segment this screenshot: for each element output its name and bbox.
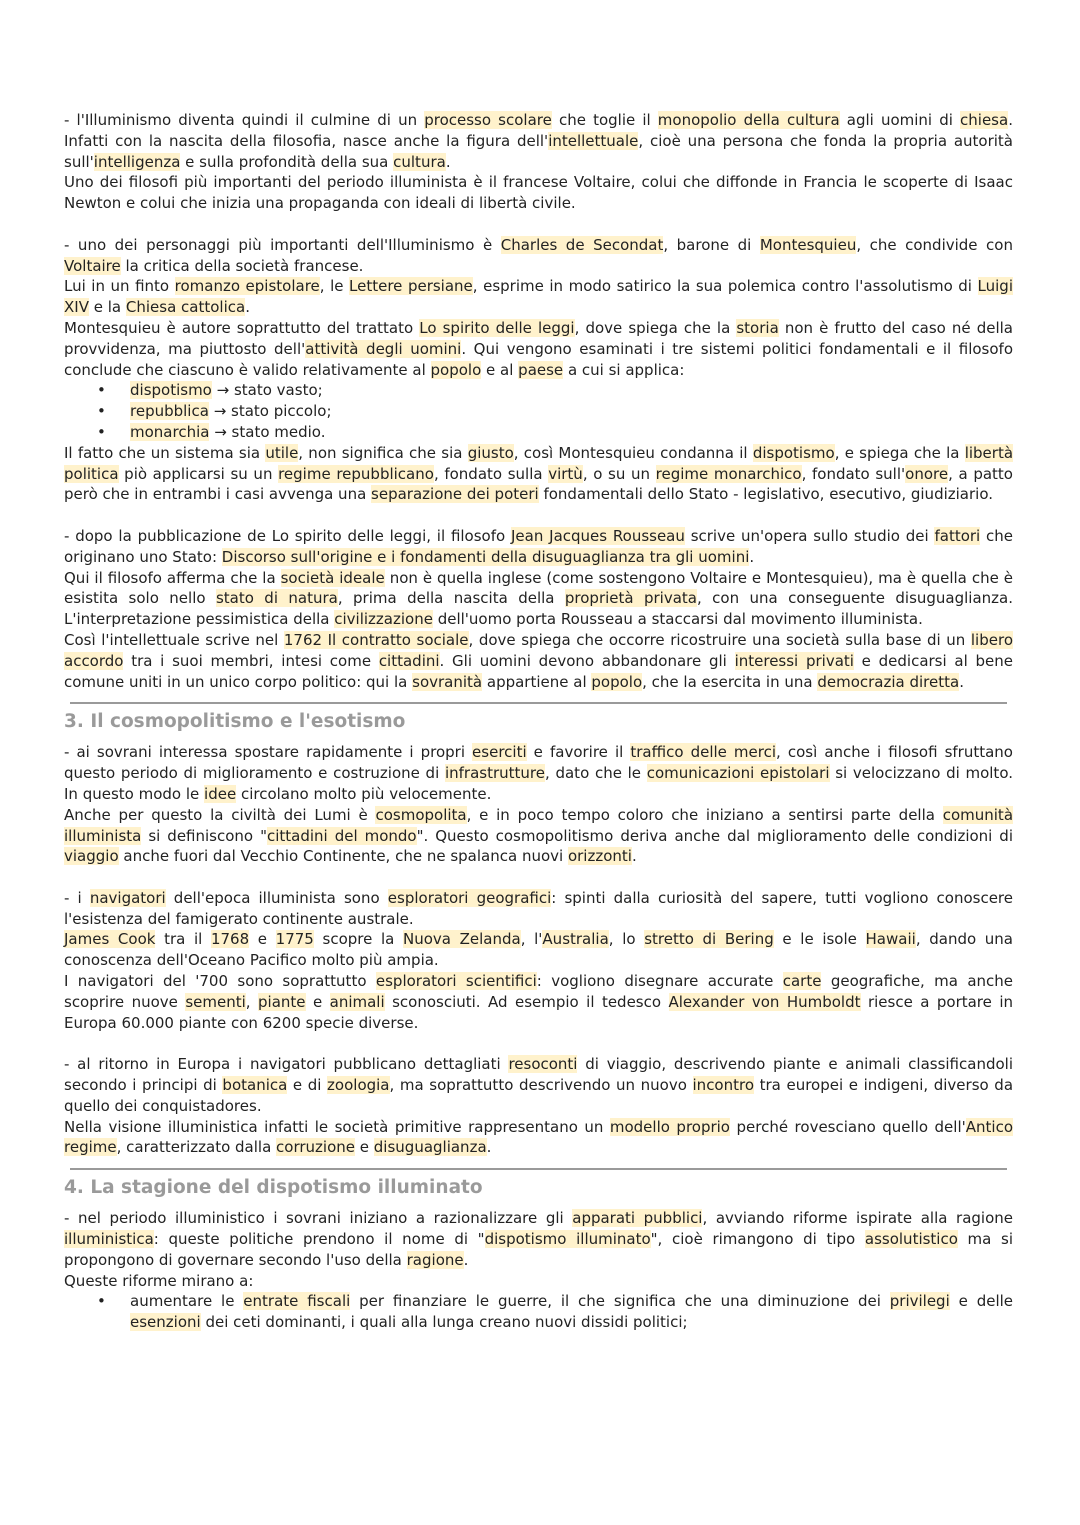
text-segment: : queste politiche prendono il nome di " xyxy=(153,1230,485,1249)
text-segment: , caratterizzato dalla xyxy=(116,1138,277,1157)
paragraph xyxy=(64,1054,1013,1116)
highlighted-term: esploratori scientifici xyxy=(375,972,537,991)
paragraph xyxy=(64,929,1013,971)
text-segment: e le isole xyxy=(773,930,866,949)
text-segment: ". Questo cosmopolitismo deriva anche dal miglioramento delle condizioni di xyxy=(416,826,1014,845)
text-segment: , le xyxy=(319,277,350,296)
highlighted-term: Lo spirito delle leggi xyxy=(419,318,575,337)
highlighted-term: interessi privati xyxy=(734,651,854,670)
text-segment: , che condivide con xyxy=(856,235,1013,254)
text-segment: che toglie il xyxy=(551,111,658,129)
highlighted-term: Hawaii xyxy=(865,930,916,949)
highlighted-term: stretto di Bering xyxy=(644,930,774,949)
text-segment: e xyxy=(355,1138,374,1157)
highlighted-term: Australia xyxy=(542,930,609,949)
text-segment: , avviando riforme ispirate alla ragione xyxy=(702,1209,1013,1228)
highlighted-term: animali xyxy=(329,992,385,1011)
text-segment: e di xyxy=(287,1076,328,1095)
paragraph xyxy=(64,742,1013,804)
highlighted-term: separazione dei poteri xyxy=(371,485,539,504)
text-segment: la critica della società francese. xyxy=(120,256,364,275)
highlighted-term: Nuova Zelanda xyxy=(402,930,521,949)
text-segment: → stato vasto; xyxy=(211,381,323,400)
bullet-list xyxy=(64,380,1013,442)
text-segment: , lo xyxy=(608,930,645,949)
text-segment: che originano uno Stato: xyxy=(64,526,1014,566)
text-segment: , che la esercita in una xyxy=(642,672,818,691)
highlighted-term: 1762 Il contratto sociale xyxy=(283,630,469,649)
paragraph xyxy=(64,568,1013,630)
highlighted-term: comunicazioni epistolari xyxy=(646,764,830,783)
text-segment: perché rovesciano quello dell' xyxy=(730,1117,966,1136)
paragraph xyxy=(64,276,1013,318)
section-divider xyxy=(70,1168,1007,1170)
highlighted-term: cultura xyxy=(393,152,446,171)
text-segment: aumentare le xyxy=(130,1292,244,1311)
paragraph xyxy=(64,110,1013,172)
highlighted-term: paese xyxy=(518,360,564,379)
paragraph xyxy=(64,805,1013,867)
text-segment: agli uomini di xyxy=(839,111,961,129)
text-segment: - al ritorno in Europa i navigatori pubblicano dettagliati xyxy=(64,1055,509,1074)
highlighted-term: virtù xyxy=(548,464,583,483)
text-segment: Queste riforme mirano a: xyxy=(64,1271,254,1290)
text-segment: - l'Illuminismo diventa quindi il culmine di un xyxy=(64,111,425,129)
text-segment: , esprime in modo satirico la sua polemica contro l'assolutismo di xyxy=(472,277,978,296)
highlighted-term: Alexander von Humboldt xyxy=(668,992,861,1011)
bullet-icon: • xyxy=(97,402,106,421)
highlighted-term: fattori xyxy=(934,526,981,545)
highlighted-term: comunità illuminista xyxy=(64,805,1014,845)
text-segment: , ma soprattutto descrivendo un nuovo xyxy=(389,1076,693,1095)
text-segment: , e in poco tempo coloro che iniziano a sentirsi parte della xyxy=(466,805,943,824)
text-segment: dell'epoca illuminista sono xyxy=(165,888,388,907)
highlighted-term: civilizzazione xyxy=(334,610,433,629)
text-segment: , fondato sulla xyxy=(433,464,549,483)
highlighted-term: dispotismo illuminato xyxy=(484,1230,651,1249)
text-segment: geografiche, ma anche scoprire nuove xyxy=(64,972,1014,1011)
paragraph xyxy=(64,971,1013,1033)
text-segment: si definiscono " xyxy=(141,826,267,845)
text-segment: Qui il filosofo afferma che la xyxy=(64,568,281,587)
text-segment: , prima della nascita della xyxy=(337,589,565,608)
highlighted-term: zoologia xyxy=(327,1076,390,1095)
paragraph xyxy=(64,318,1013,380)
highlighted-term: 1768 xyxy=(210,930,250,949)
highlighted-term: cosmopolita xyxy=(375,805,467,824)
text-segment: - i xyxy=(64,888,90,907)
text-segment: Montesquieu è autore soprattutto del trattato xyxy=(64,318,420,337)
text-segment: - nel periodo illuministico i sovrani iniziano a razionalizzare gli xyxy=(64,1209,573,1228)
highlighted-term: traffico delle merci xyxy=(630,743,777,762)
text-segment: non è quella inglese (come sostengono Voltaire e Montesquieu), ma è quella che è esistita solo nello xyxy=(64,568,1013,608)
text-segment: : vogliono disegnare accurate xyxy=(536,972,783,991)
bullet-icon: • xyxy=(97,422,106,441)
text-segment: , a patto però che in entrambi i casi avvenga una xyxy=(64,464,1013,504)
text-segment: , xyxy=(245,992,259,1011)
highlighted-term: navigatori xyxy=(89,888,166,907)
bullet-icon: • xyxy=(97,1292,106,1311)
text-segment: , non significa che sia xyxy=(298,443,468,462)
highlighted-term: disuguaglianza xyxy=(373,1138,487,1157)
highlighted-term: piante xyxy=(258,992,306,1011)
text-segment: Così l'intellettuale scrive nel xyxy=(64,630,284,649)
text-segment: , così Montesquieu condanna il xyxy=(513,443,753,462)
text-segment: riesce a portare in Europa 60.000 piante con 6200 specie diverse. xyxy=(64,992,1013,1032)
highlighted-term: esenzioni xyxy=(130,1313,201,1332)
paragraph xyxy=(64,1117,1013,1159)
highlighted-term: libero accordo xyxy=(64,630,1013,670)
highlighted-term: orizzonti xyxy=(567,847,632,866)
text-segment: , dove spiega che la xyxy=(574,318,737,337)
highlighted-term: James Cook xyxy=(64,930,156,949)
text-segment: dell'uomo porta Rousseau a staccarsi dal movimento illuminista. xyxy=(432,610,923,629)
highlighted-term: Antico regime xyxy=(64,1117,1013,1157)
text-segment: sconosciuti. Ad esempio il tedesco xyxy=(384,992,669,1011)
text-segment: , e spiega che la xyxy=(834,443,965,462)
paragraph-spacer xyxy=(64,505,1013,526)
list-item xyxy=(64,380,1013,401)
text-segment: → stato medio. xyxy=(209,422,326,441)
text-segment: di viaggio, descrivendo piante e animali classificandoli secondo i principi di xyxy=(64,1055,1013,1095)
text-segment: . xyxy=(959,672,964,691)
highlighted-term: modello proprio xyxy=(609,1117,730,1136)
highlighted-term: libertà politica xyxy=(64,443,1014,483)
text-segment: circolano molto più velocemente. xyxy=(236,784,492,803)
text-segment: appartiene al xyxy=(482,672,592,691)
highlighted-term: utile xyxy=(265,443,299,462)
highlighted-term: eserciti xyxy=(472,743,527,762)
highlighted-term: processo scolare xyxy=(424,111,552,129)
highlighted-term: resoconti xyxy=(508,1055,578,1074)
highlighted-term: cittadini xyxy=(378,651,440,670)
highlighted-term: monarchia xyxy=(130,422,210,441)
list-item xyxy=(64,401,1013,422)
paragraph-spacer xyxy=(64,867,1013,888)
highlighted-term: dispotismo xyxy=(752,443,835,462)
text-segment: . xyxy=(245,298,250,317)
paragraph xyxy=(64,443,1013,505)
highlighted-term: Chiesa cattolica xyxy=(125,298,246,317)
text-segment: . xyxy=(631,847,637,866)
text-segment: Anche per questo la civiltà dei Lumi è xyxy=(64,805,376,824)
highlighted-term: regime monarchico xyxy=(655,464,802,483)
highlighted-term: monopolio della cultura xyxy=(657,111,840,129)
highlighted-term: Jean Jacques Rousseau xyxy=(511,526,685,545)
highlighted-term: onore xyxy=(905,464,949,483)
highlighted-term: Voltaire xyxy=(64,256,121,275)
text-segment: Lui in un finto xyxy=(64,277,175,296)
text-segment: Nella visione illuministica infatti le società primitive rappresentano un xyxy=(64,1117,610,1136)
section-divider xyxy=(70,702,1007,704)
text-segment: a cui si applica: xyxy=(563,360,685,379)
text-segment: . Qui vengono esaminati i tre sistemi politici fondamentali e il filosofo conclude che ciascuno è valido relativamente al xyxy=(64,339,1014,379)
text-segment: → stato piccolo; xyxy=(208,402,332,421)
text-segment: ma si propongono di governare secondo l'uso della xyxy=(64,1230,1014,1269)
text-segment: , cioè una persona che fonda la propria autorità sull' xyxy=(64,131,1013,171)
paragraph-spacer xyxy=(64,214,1013,235)
list-item xyxy=(64,422,1013,443)
highlighted-term: Montesquieu xyxy=(759,235,857,254)
highlighted-term: Luigi XIV xyxy=(64,277,1013,317)
text-segment: tra europei e indigeni, diverso da quello dei conquistadores. xyxy=(64,1076,1014,1115)
highlighted-term: corruzione xyxy=(276,1138,356,1157)
text-segment: scrive un'opera sullo studio dei xyxy=(684,526,935,545)
highlighted-term: storia xyxy=(736,318,779,337)
text-segment: fondamentali dello Stato - legislativo, esecutivo, giudiziario. xyxy=(538,485,994,504)
text-segment: . Gli uomini devono abbandonare gli xyxy=(439,651,735,670)
text-segment: - uno dei personaggi più importanti dell'Illuminismo è xyxy=(64,235,501,254)
paragraph xyxy=(64,235,1013,277)
highlighted-term: Lettere persiane xyxy=(349,277,473,296)
highlighted-term: chiesa xyxy=(960,111,1009,129)
text-segment: , l' xyxy=(520,930,543,949)
highlighted-term: dispotismo xyxy=(130,381,212,400)
text-segment: e favorire il xyxy=(526,743,631,762)
highlighted-term: infrastrutture xyxy=(444,764,545,783)
highlighted-term: democrazia diretta xyxy=(817,672,960,691)
document-page xyxy=(64,110,1013,1333)
text-segment: scopre la xyxy=(313,930,403,949)
text-segment: I navigatori del '700 sono soprattutto xyxy=(64,972,376,991)
text-segment: - ai sovrani interessa spostare rapidamente i propri xyxy=(64,743,473,762)
text-segment: Uno dei filosofi più importanti del periodo illuminista è il francese Voltaire, colui che diffonde in Francia le scoperte di Isaac Newton e colui che inizia una propaganda con ideali di libertà civile. xyxy=(64,173,1013,213)
highlighted-term: popolo xyxy=(430,360,482,379)
highlighted-term: proprietà privata xyxy=(564,589,697,608)
highlighted-term: viaggio xyxy=(64,847,119,866)
text-segment: , dato che le xyxy=(545,764,647,783)
highlighted-term: Discorso sull'origine e i fondamenti della disuguaglianza tra gli uomini xyxy=(221,547,750,566)
text-segment: . xyxy=(486,1138,492,1157)
text-segment: - dopo la pubblicazione de Lo spirito delle leggi, il filosofo xyxy=(64,526,511,545)
text-segment: non è frutto del caso né della provvidenza, ma piuttosto dell' xyxy=(64,318,1013,358)
highlighted-term: carte xyxy=(782,972,822,991)
text-segment: e delle xyxy=(949,1292,1014,1311)
text-segment: , così anche i filosofi sfruttano questo periodo di miglioramento e costruzione di xyxy=(64,743,1013,783)
text-segment: , con una conseguente disuguaglianza. L'interpretazione pessimistica della xyxy=(64,589,1013,629)
highlighted-term: 1775 xyxy=(275,930,314,949)
text-segment: tra i suoi membri, intesi come xyxy=(123,651,379,670)
text-segment: , o su un xyxy=(582,464,656,483)
highlighted-term: Charles de Secondat xyxy=(500,235,664,254)
highlighted-term: idee xyxy=(204,784,237,803)
text-segment: ", cioè rimangono di tipo xyxy=(650,1230,865,1249)
highlighted-term: assolutistico xyxy=(864,1230,958,1249)
text-segment: e xyxy=(249,930,276,949)
text-segment: , dando una conoscenza dell'Oceano Pacifico molto più ampia. xyxy=(64,930,1013,970)
text-segment: e xyxy=(305,992,330,1011)
highlighted-term: regime repubblicano xyxy=(278,464,434,483)
text-segment: piò applicarsi su un xyxy=(118,464,279,483)
section-heading: 3. Il cosmopolitismo e l'esotismo xyxy=(64,711,406,733)
paragraph xyxy=(64,172,1013,214)
highlighted-term: società ideale xyxy=(280,568,385,587)
bullet-icon: • xyxy=(97,381,106,400)
highlighted-term: stato di natura xyxy=(215,589,338,608)
text-segment: Il fatto che un sistema sia xyxy=(64,443,266,462)
highlighted-term: entrate fiscali xyxy=(243,1292,351,1311)
highlighted-term: apparati pubblici xyxy=(572,1209,703,1228)
text-segment: , fondato sull' xyxy=(801,464,906,483)
paragraph xyxy=(64,1208,1013,1270)
text-segment: : spinti dalla curiosità del sapere, tutti vogliono conoscere l'esistenza del famigerato continente australe. xyxy=(64,888,1013,928)
text-segment: . xyxy=(445,152,451,171)
text-segment: dei ceti dominanti, i quali alla lunga creano nuovi dissidi politici; xyxy=(200,1313,688,1332)
highlighted-term: attività degli uomini xyxy=(305,339,462,358)
highlighted-term: sementi xyxy=(185,992,246,1011)
paragraph xyxy=(64,1271,1013,1292)
highlighted-term: cittadini del mondo xyxy=(266,826,417,845)
highlighted-term: sovranità xyxy=(412,672,483,691)
text-segment: tra il xyxy=(155,930,211,949)
highlighted-term: giusto xyxy=(467,443,514,462)
highlighted-term: repubblica xyxy=(130,402,209,421)
text-segment: e la xyxy=(88,298,126,317)
highlighted-term: esploratori geografici xyxy=(387,888,552,907)
paragraph xyxy=(64,888,1013,930)
paragraph-spacer xyxy=(64,1033,1013,1054)
bullet-list xyxy=(64,1291,1013,1333)
text-segment: si velocizzano di molto. In questo modo le xyxy=(64,764,1013,803)
text-segment: e al xyxy=(481,360,519,379)
text-segment: e dedicarsi al bene comune uniti in un unico corpo politico: qui la xyxy=(64,651,1013,691)
highlighted-term: intelligenza xyxy=(93,152,181,171)
text-segment: . xyxy=(463,1250,469,1269)
highlighted-term: popolo xyxy=(591,672,643,691)
text-segment: , barone di xyxy=(663,235,760,254)
highlighted-term: intellettuale xyxy=(548,131,639,150)
text-segment: . Infatti con la nascita della filosofia, nasce anche la figura dell' xyxy=(64,111,1013,150)
highlighted-term: incontro xyxy=(692,1076,755,1095)
highlighted-term: illuministica xyxy=(64,1230,154,1249)
text-segment: . xyxy=(749,547,755,566)
section-heading: 4. La stagione del dispotismo illuminato xyxy=(64,1177,483,1199)
text-segment: e sulla profondità della sua xyxy=(180,152,394,171)
paragraph xyxy=(64,526,1013,568)
paragraph xyxy=(64,630,1013,692)
highlighted-term: romanzo epistolare xyxy=(174,277,320,296)
text-segment: per finanziare le guerre, il che significa che una diminuzione dei xyxy=(350,1292,890,1311)
list-item xyxy=(64,1291,1013,1333)
highlighted-term: botanica xyxy=(222,1076,288,1095)
highlighted-term: privilegi xyxy=(889,1292,950,1311)
text-segment: anche fuori dal Vecchio Continente, che ne spalanca nuovi xyxy=(118,847,568,866)
highlighted-term: ragione xyxy=(406,1250,464,1269)
text-segment: , dove spiega che occorre ricostruire una società sulla base di un xyxy=(468,630,971,649)
